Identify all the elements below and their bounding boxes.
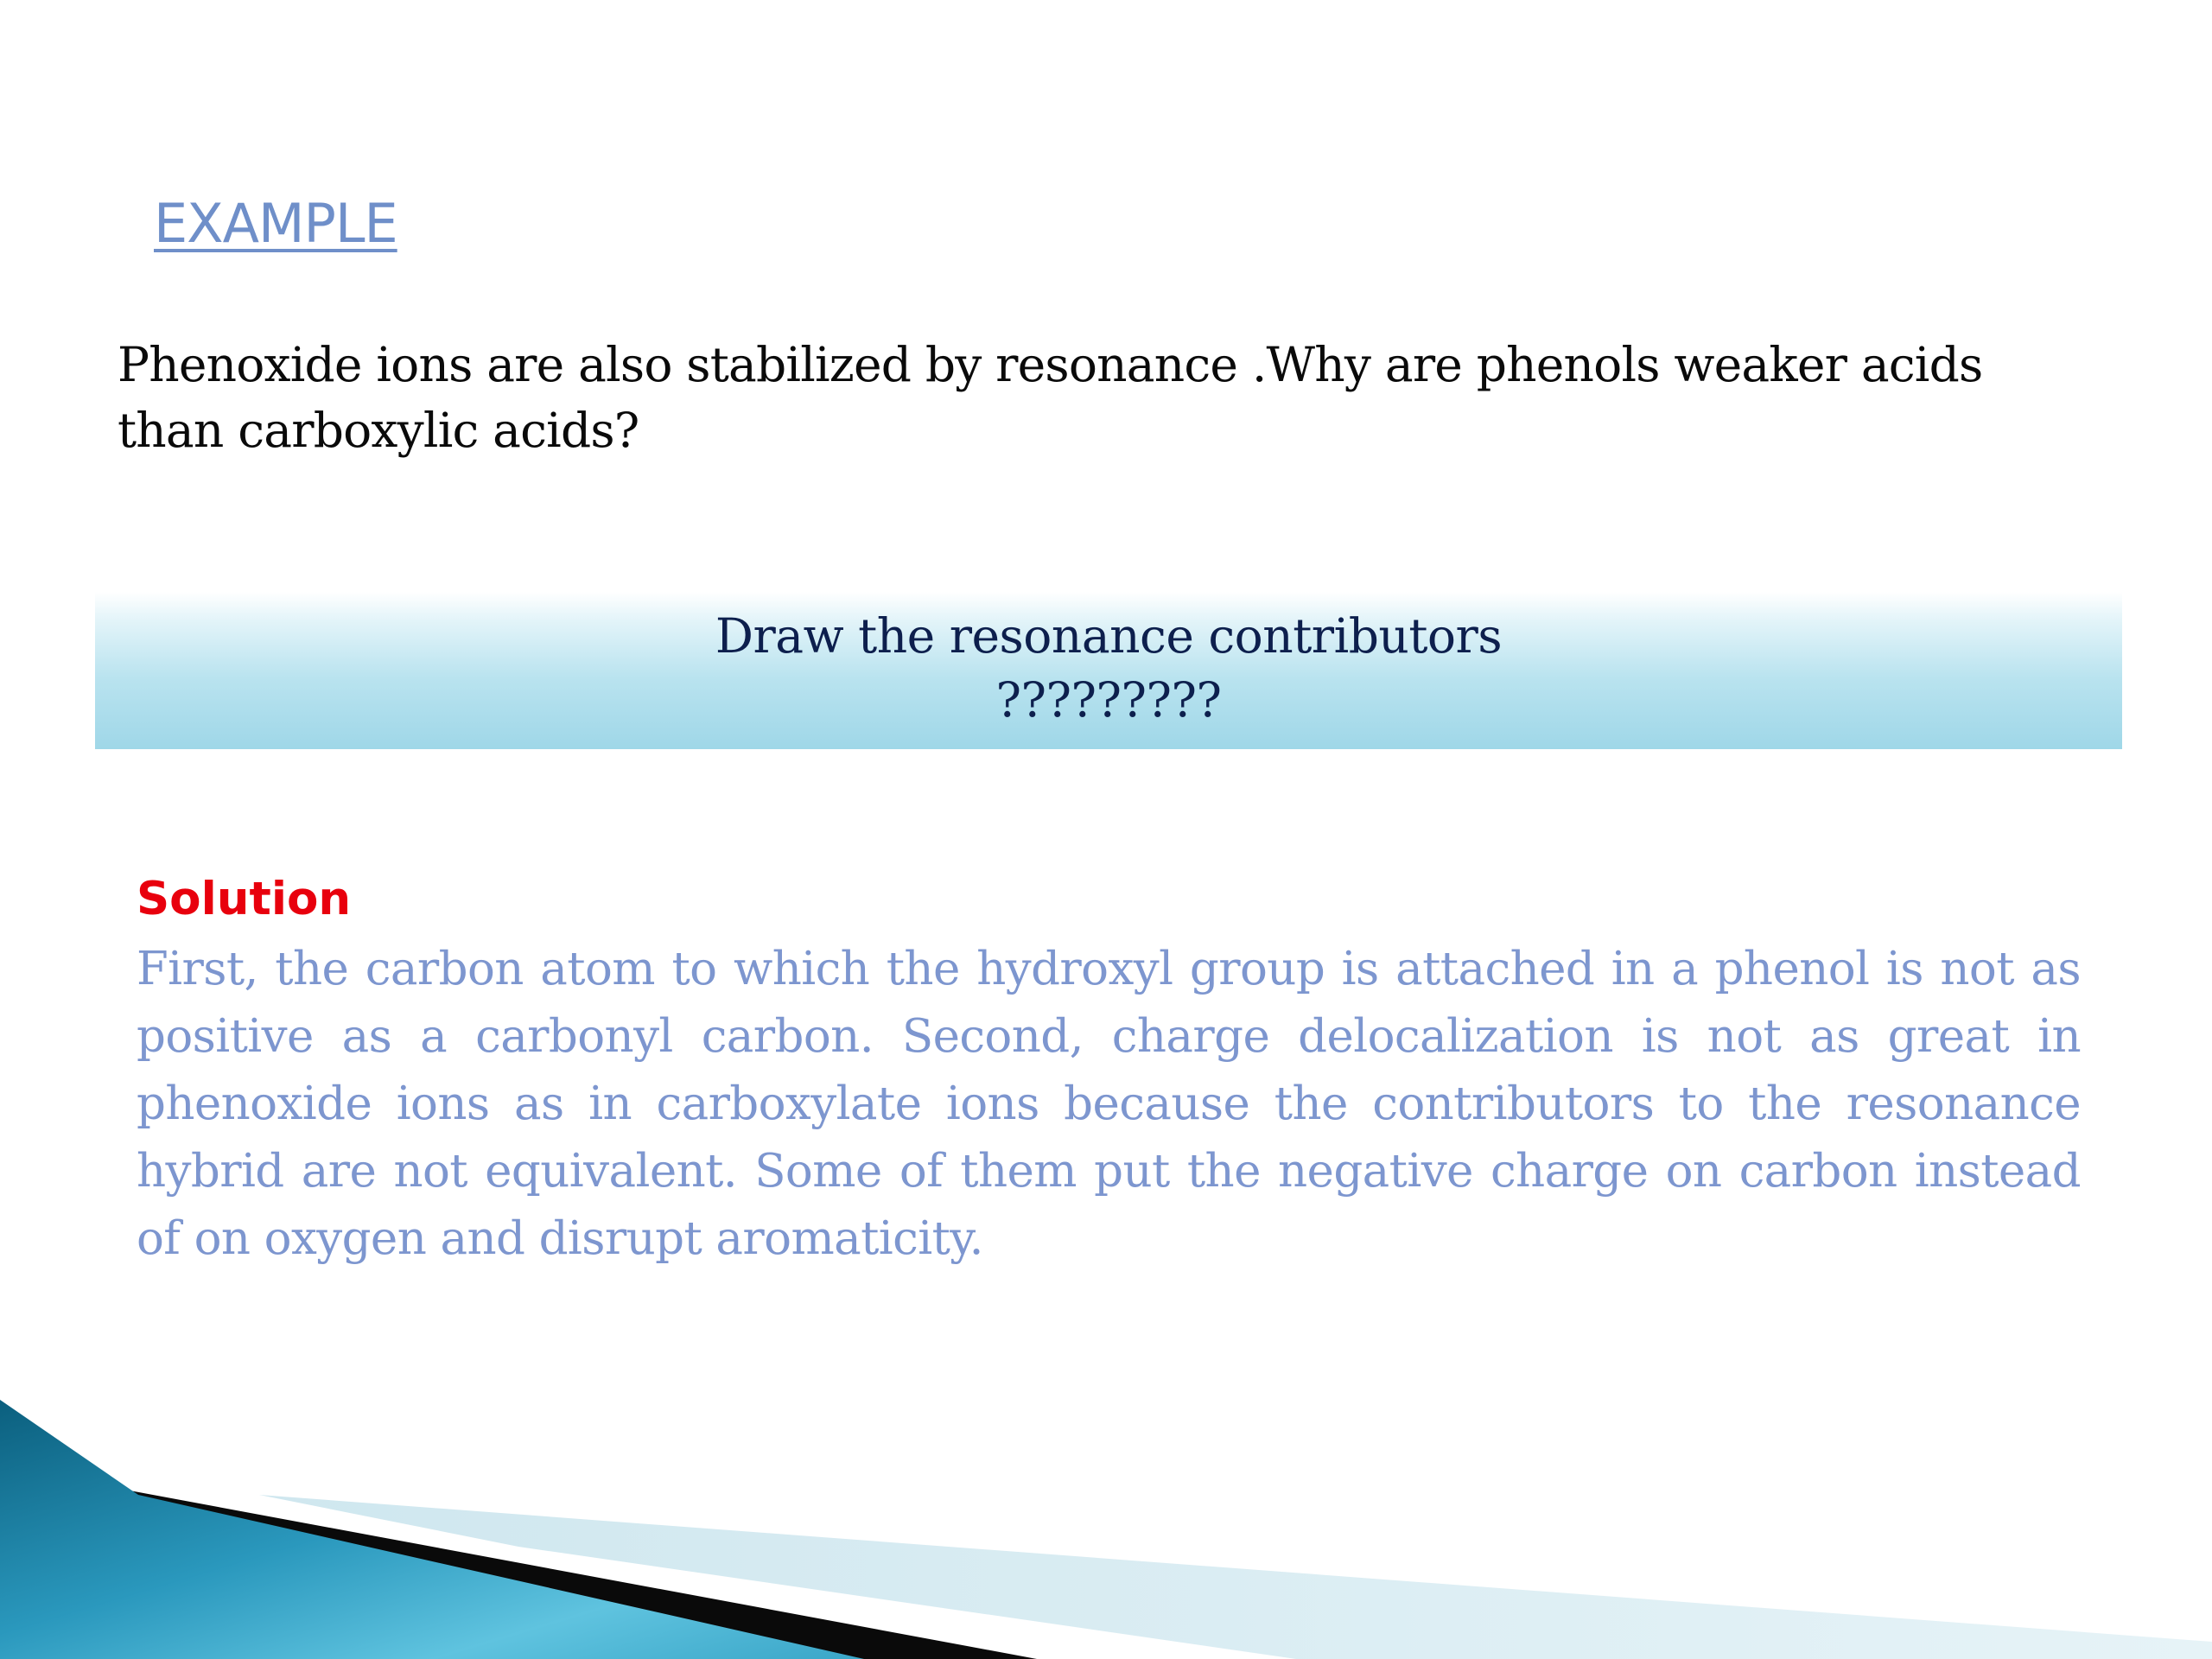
question-text: Phenoxide ions are also stabilized by resonance .Why are phenols weaker acids than carboxylic acids? bbox=[118, 337, 1983, 458]
prompt-banner bbox=[95, 592, 2122, 749]
example-heading: EXAMPLE bbox=[154, 192, 397, 255]
solution-text: First, the carbon atom to which the hydroxyl group is attached in a phenol is not as positive as a carbonyl carbon. Second, charge delocalization is not as great in phenoxide ions as in carboxylate ions because the contributors to the resonance hybrid are not equivalent. Some of them put the negative charge on carbon instead of on oxygen and disrupt aromaticity. bbox=[137, 943, 2081, 1265]
prompt-line-2: ????????? bbox=[995, 672, 1222, 728]
solution-label: Solution bbox=[137, 873, 352, 925]
prompt-line-1: Draw the resonance contributors bbox=[715, 608, 1503, 664]
decorative-swoosh bbox=[0, 1382, 2212, 1659]
